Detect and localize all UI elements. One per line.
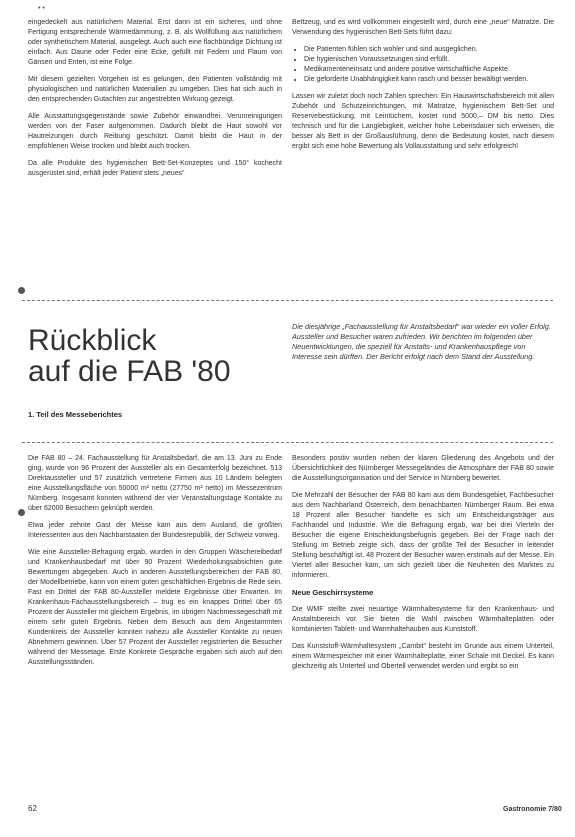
- lower-right-paragraph: Die Mehrzahl der Besucher der FAB 80 kam aus dem Bundesgebiet, Fachbesucher aus dem Nachbarland Österreich, dem benachbarten Nürnberger Raum. Bei etwa 18 Prozent aller Besucher handelte es sich um Entscheidungsträger aus Fachhandel und Industrie. Wie die Befragung ergab, war bei drei Vierteln der Besucher die eigene Entscheidungsbefugnis gegeben. Bei der Frage nach der Stellung im Betrieb zeigte sich, dass der größte Teil der Besucher in leitender Stellung beschäftigt ist. 48 Prozent der Besucher waren erstmals auf der Messe. Ein Viertel aller Besucher kam, um sich gezielt über die Neuheiten des Marktes zu informieren.: [292, 492, 554, 579]
- lower-right-paragraph: Das Kunststoff-Wärmhaltesystem „Cambit“ besteht im Grunde aus einem Unterteil, einem Wärmespeicher mit einer Warmhalteplatte, einer Schale mit Deckel. Es kann gleichzeitig als Unterteil und Obertell verwendet werden und ergibt so ein: [292, 643, 554, 670]
- upper-right-tail: Lassen wir zuletzt doch noch Zahlen sprechen: Ein Hauswirtschaftsbereich mit allen Zubehör und Schutzeinrichtungen, mit Matratze, hygienischem Bett-Set und Reservebestückung, mit Leintüchern, kostet rund 5000,– DM bis netto. Dies technisch und für die Langlebigkeit, welcher hohe Lebensdauer sich erweisen, die besser als Bett in der Großausführung, denn die Bedeutung kostet, nach diesem ergibt sich eine hohe Bewertung als Vollausstattung und sehr erfolgreich!: [292, 93, 554, 150]
- bullet-item: • Die Patienten fühlen sich wohler und sind ausgeglichen.: [304, 45, 554, 55]
- lower-right-column: [292, 454, 554, 679]
- bullet-item: • Die geforderte Unabhängigkeit kann rasch und besser bewältigt werden.: [304, 75, 554, 85]
- title-line: auf die FAB '80: [28, 355, 231, 388]
- lower-left-paragraph: Die FAB 80 – 24. Fachausstellung für Anstaltsbedarf, die am 13. Juni zu Ende ging, wurde von 96 Prozent der Aussteller als ein Gesamterfolg bezeichnet. 513 Direktaussteller und 57 zusätzlich vertretene Firmen aus 10 Ländern belegten eine Ausstellungsfläche von 50000 m² netto (27750 m² netto) im Messezentrum Nürnberg. Insgesamt konnten während der vier Veranstaltungstage Kontakte zu über 62000 Besuchern geknüpft werden.: [28, 455, 282, 512]
- upper-right-bullets: [292, 45, 554, 85]
- title-line: Rückblick: [28, 324, 157, 357]
- journal-name: Gastronomie 7/80: [503, 806, 562, 813]
- article-title: [28, 325, 231, 387]
- divider-middle: [22, 442, 553, 443]
- section-subhead: 1. Teil des Messeberichtes: [28, 410, 123, 419]
- upper-right-lead: Bettzeug, und es wird vollkommen eingestellt wird, durch eine „neue“ Matratze. Die Verwendung des hygienischen Bett-Sets führt dazu:: [292, 19, 554, 36]
- punch-hole: [18, 509, 25, 516]
- punch-hole: [18, 287, 25, 294]
- bullet-item: • Die hygienischen Voraussetzungen sind erfüllt.: [304, 55, 554, 65]
- lower-left-paragraph: Etwa jeder zehnte Gast der Messe kam aus dem Ausland, die größten Interessenten aus den Nachbarstaaten der Bundesrepublik, der Schweiz vorweg.: [28, 522, 282, 539]
- lower-left-paragraph: Wie eine Aussteller-Befragung ergab, wurden in den Gruppen Wäschereibedarf und Krankenhausbedarf mit über 90 Prozent Wiederholungsabsichten gute Bewertungen abgegeben. Auch in anderen Ausstellungsbereichen der FAB 80, der Modellbetriebe, kann von einem guten geschäftlichen Ergebnis die Rede sein. Fast ein Drittel der FAB 80-Aussteller meldete Ergebnisse über Erwarten. Im Krankenhaus-Fachausstellungsbereich – trug es ein knappes Drittel über 65 Prozent der Aussteller mit gleichem Ergebnis, im übrigen Nachmessegeschäft mit einem sehr guten Ergebnis. Neben dem Besuch aus dem Angestammten Kundenkreis der Aussteller konnten nahezu alle Aussteller Kontakte zu neuen Abnehmern gewinnen. Über 57 Prozent der Aussteller registrierten die Besucher während der Messetage. Erste Konkrete Gespräche ergaben sich auch auf den Ausstellungsständen.: [28, 549, 282, 666]
- upper-left-paragraph: Alle Ausstattungsgegenstände sowie Zubehör einwandfrei. Verunreinigungen werden von der Faser aufgenommen. Dadurch bleibt die Haut sowohl vor Hautreizungen durch Reibung geschützt. Damit bleibt die Haut in der empfohlenen Weise trocken und bleibt auch trocken.: [28, 113, 282, 150]
- upper-left-paragraph: eingedeckelt aus natürlichem Material. Erst dann ist ein sicheres, und ohne Fertigung entsprechende Wärmedämmung, z. B. als Wollfüllung aus natürlichem oder synthetischem Material, ausgelegt. Auch auch eine flachbündige Dichtung ist einfach. Aus Daune oder Feder eine Ecke, gefüllt mit Federn und Flaum von Gänsen und Enten, ist eine Folge.: [28, 19, 282, 66]
- lower-left-column: [28, 454, 282, 675]
- bullet-item: • Medikamenteneinsatz und andere positive wirtschaftliche Aspekte.: [304, 65, 554, 75]
- top-mark: • •: [38, 5, 45, 12]
- upper-left-paragraph: Mit diesem gezielten Vorgehen ist es gelungen, den Patienten vollständig mit physiologischen und natürlichen Materialien zu umgeben. Dies hat sich auch in den entsprechenden Gutachten zur angestrebten Wirkung gezeigt.: [28, 76, 282, 103]
- upper-right-column: [292, 18, 554, 159]
- upper-left-column: [28, 18, 282, 186]
- page-number: 62: [28, 804, 37, 813]
- divider-top: [22, 300, 553, 301]
- section-heading: Neue Geschirrsysteme: [292, 588, 374, 597]
- article-intro: Die diesjährige „Fachausstellung für Anstaltsbedarf“ war wieder ein voller Erfolg. Aussteller und Besucher waren zufrieden. Wir berichten im folgenden über Neuentwicklungen, die speziell für Anstalts- und Krankenhauspflege von Interesse sein dürften. Der Bericht erfolgt nach dem Stand der Ausstellung.: [292, 322, 551, 361]
- lower-right-paragraph: Besonders positiv wurden neben der klaren Gliederung des Angebots und der Übersichtlichkeit des Nürnberger Messegeländes die Atmosphäre der FAB 80 sowie die Ausstellungsorganisation und der Service in Nürnberg bewertet.: [292, 455, 554, 482]
- upper-left-paragraph: Da alle Produkte des hygienischen Bett-Set-Konzeptes und 150° kochecht ausgerüstet sind, erhält jeder Patient stets „neues“: [28, 160, 282, 177]
- lower-right-paragraph: Die WMF stellte zwei neuartige Wärmhaltesysteme für den Krankenhaus- und Anstaltsbereich vor. Sie bieten die Wahl zwischen Wärmhalteplatten oder kombinierten Tablett- und Warmhaltehauben aus Kunststoff.: [292, 606, 554, 633]
